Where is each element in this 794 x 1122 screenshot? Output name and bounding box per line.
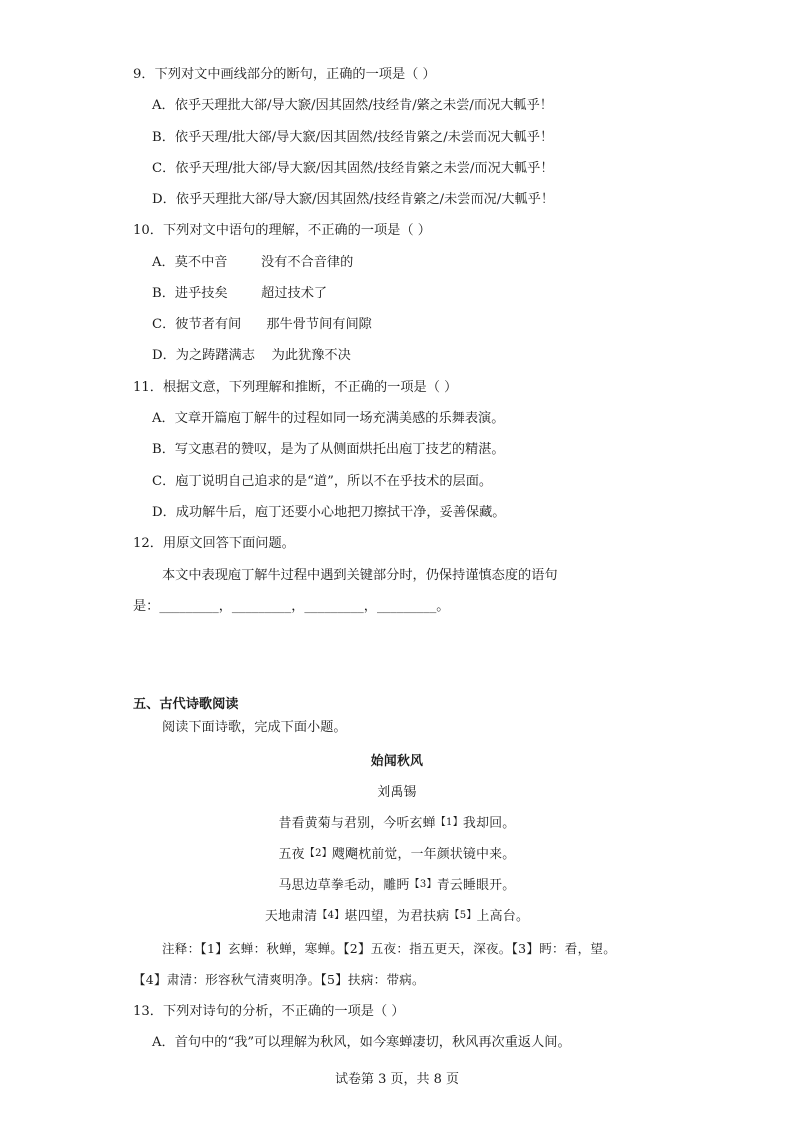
section-instruction: 阅读下面诗歌，完成下面小题。	[162, 720, 347, 735]
section-heading: 五、古代诗歌阅读	[133, 697, 239, 712]
q11-option-d: D．成功解牛后，庖丁还要小心地把刀擦拭干净，妥善保藏。	[152, 505, 506, 520]
poem-line-3: 马思边草拳毛动，雕眄$^{【3】}$青云睡眼开。	[278, 878, 516, 893]
q9-option-b: B．依乎天理/批大郤/导大窾/因其固然/技经肯綮之/未尝而况大軱乎！	[152, 130, 554, 145]
poem-title: 始闻秋风	[370, 754, 424, 769]
poem-author: 刘禹锡	[377, 785, 417, 800]
q11-option-c: C．庖丁说明自己追求的是“道”，所以不在乎技术的层面。	[152, 474, 493, 489]
note-marker: 【5】	[449, 910, 477, 921]
q9-stem: 9．下列对文中画线部分的断句，正确的一项是（ ）	[133, 67, 436, 82]
poem-notes-line-2: 【4】肃清：形容秋气清爽明净。【5】扶病：带病。	[133, 972, 425, 987]
q13-option-a: A．首句中的“我”可以理解为秋风，如今寒蝉凄切，秋风再次重返人间。	[152, 1035, 571, 1050]
poem-line-2: 五夜$^{【2】}$飕飗枕前觉，一年颜状镜中来。	[278, 847, 516, 862]
q10-option-a: A．莫不中音 没有不合音律的	[152, 255, 354, 270]
note-marker: 【3】	[409, 879, 437, 890]
q10-option-d: D．为之踌躇满志 为此犹豫不决	[152, 348, 351, 363]
note-marker: 【4】	[317, 910, 345, 921]
q10-stem: 10．下列对文中语句的理解，不正确的一项是（ ）	[133, 223, 431, 238]
poem-line-4: 天地肃清$^{【4】}$堪四望，为君扶病$^{【5】}$上高台。	[264, 909, 530, 924]
q11-option-a: A．文章开篇庖丁解牛的过程如同一场充满美感的乐舞表演。	[152, 411, 505, 426]
q10-option-c: C．彼节者有间 那牛骨节间有间隙	[152, 317, 372, 332]
poem-line-1: 昔看黄菊与君别，今听玄蝉$^{【1】}$我却回。	[278, 816, 516, 831]
q12-stem: 12．用原文回答下面问题。	[133, 536, 295, 551]
poem-notes-line-1: 注释：【1】玄蝉：秋蝉，寒蝉。【2】五夜：指五更天，深夜。【3】眄：看，望。	[162, 941, 617, 956]
page-footer: 试卷第 3 页，共 8 页	[334, 1072, 460, 1087]
q10-option-b: B．进乎技矣 超过技术了	[152, 286, 328, 301]
q12-body: 本文中表现庖丁解牛过程中遇到关键部分时，仍保持谨慎态度的语句	[162, 568, 558, 583]
note-marker: 【1】	[435, 817, 464, 828]
q12-blanks: 是：_________，_________，_________，_________。	[133, 599, 450, 614]
q11-stem: 11．根据文意，下列理解和推断，不正确的一项是（ ）	[133, 380, 458, 395]
note-marker: 【2】	[304, 848, 333, 859]
q9-option-c: C．依乎天理/批大郤/导大窾/因其固然/技经肯綮之未尝/而况大軱乎！	[152, 161, 554, 176]
q13-stem: 13．下列对诗句的分析，不正确的一项是（ ）	[133, 1004, 405, 1019]
q11-option-b: B．写文惠君的赞叹，是为了从侧面烘托出庖丁技艺的精湛。	[152, 442, 505, 457]
q9-option-d: D．依乎天理批大郤/导大窾/因其固然/技经肯綮之/未尝而况/大軱乎！	[152, 192, 555, 207]
q9-option-a: A．依乎天理批大郤/导大窾/因其固然/技经肯/綮之未尝/而况大軱乎！	[152, 98, 553, 113]
